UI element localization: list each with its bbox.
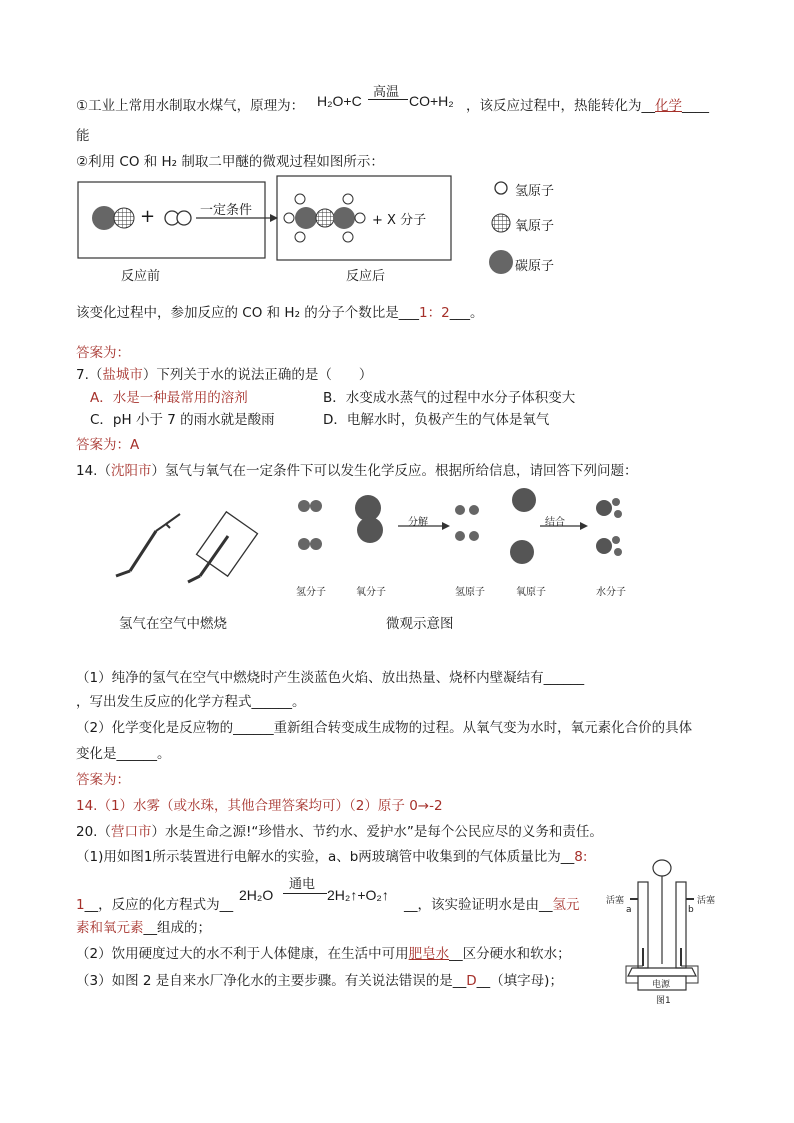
legend-hydrogen-label: 氢原子 — [515, 184, 555, 199]
q20-p1-prefix: （1)用如图1所示装置进行电解水的实验，a、b两玻璃管中收集到的气体质量比为__ — [76, 849, 575, 865]
carbon-atom — [333, 207, 355, 229]
ratio-answer: 1：2 — [419, 305, 450, 321]
hydrogen-atoms — [455, 505, 479, 541]
legend-carbon-label: 碳原子 — [515, 259, 555, 274]
answer-label-prev: 答案为： — [76, 345, 130, 361]
arrow1-label: 分解 — [408, 517, 428, 528]
label-water-molecule: 水分子 — [596, 587, 626, 598]
eq1-condition: 高温 — [373, 85, 400, 100]
hydrogen-molecule — [298, 538, 322, 550]
eq1-left: H₂O+C — [317, 93, 362, 109]
q20-p1-mid: __，反应的化方程式为__ — [84, 897, 234, 913]
tube-b-label: b — [688, 905, 694, 915]
legend-hydrogen — [495, 182, 507, 194]
q7-option-d: D．电解水时，负极产生的气体是氧气 — [323, 412, 550, 428]
q7-answer — [76, 433, 139, 453]
q20-p2-answer: 肥皂水 — [408, 946, 450, 962]
q20-p1-answer-d: 素和氧元素 — [76, 920, 144, 936]
legend-oxygen — [492, 214, 510, 232]
ratio-suffix: ___。 — [449, 305, 484, 321]
tube-base-2 — [188, 576, 200, 582]
arrow-label: 一定条件 — [200, 203, 253, 218]
flame — [166, 514, 180, 524]
q7-answer-value: A — [130, 437, 140, 453]
q20-p1-line2-start — [76, 893, 233, 913]
q20-p3 — [76, 969, 563, 989]
ratio-prefix: 该变化过程中，参加反应的 CO 和 H₂ 的分子个数比是___ — [76, 305, 420, 321]
q14-stem — [76, 459, 637, 479]
oxygen-atom — [316, 209, 334, 227]
q20-p1-answer-c: 氢元 — [552, 897, 580, 913]
eq1-right: CO+H₂ — [409, 93, 454, 109]
q14-answer-label: 答案为： — [76, 772, 130, 788]
water-molecule — [596, 498, 622, 518]
water-molecule — [596, 536, 622, 556]
q20-stem-text: ）水是生命之源!“珍惜水、节约水、爱护水”是每个公民应尽的义务和责任。 — [151, 824, 603, 840]
q20-p1-answer-b: 1 — [76, 897, 85, 913]
gas-tube-2 — [200, 536, 228, 576]
q20-city: 营口市 — [110, 824, 152, 840]
after-label: 反应后 — [346, 269, 386, 284]
eq2-left: 2H₂O — [239, 887, 274, 903]
q20-p1-answer-a: 8: — [574, 849, 588, 865]
q20-p2 — [76, 942, 571, 962]
eq2-condition: 通电 — [289, 877, 316, 892]
oxygen-atom — [510, 540, 534, 564]
q14-city: 沈阳市 — [110, 463, 152, 479]
fig-caption-left: 氢气在空气中燃烧 — [119, 616, 227, 632]
q20-stem — [76, 820, 603, 840]
item2-text: ②利用 CO 和 H₂ 制取二甲醚的微观过程如图所示： — [76, 154, 384, 170]
oxygen-atom — [512, 488, 536, 512]
item1-answer: 化学 — [655, 98, 682, 114]
legend-oxygen-label: 氧原子 — [515, 219, 555, 234]
hydrogen-atom — [295, 194, 305, 204]
item1-prefix: ①工业上常用水制取水煤气，原理为： — [76, 98, 305, 114]
q20-p3-prefix: （3）如图 2 是自来水厂净化水的主要步骤。有关说法错误的是__ — [76, 973, 467, 989]
figure1-caption: 图1 — [656, 996, 671, 1006]
q20-p1-suffix: __，该实验证明水是由__ — [404, 897, 553, 913]
combine-arrow-head — [580, 522, 588, 530]
q14-number: 14.（ — [76, 463, 111, 479]
valve-left-label: 活塞 — [606, 896, 625, 906]
oxygen-molecule — [355, 495, 383, 543]
hydrogen-atom — [343, 232, 353, 242]
arrow2-label: 结合 — [545, 517, 565, 528]
hydrogen-burning-figure — [108, 496, 278, 596]
tube-base — [116, 571, 130, 576]
hydrogen-atom — [343, 194, 353, 204]
q14-p1-line2: ，写出发生反应的化学方程式______。 — [76, 694, 306, 710]
q7-stem — [76, 363, 372, 383]
q20-p3-answer: D — [466, 973, 477, 989]
hydrogen-atom — [177, 211, 191, 225]
q20-p2-suffix: __区分硬水和软水； — [449, 946, 571, 962]
micro-diagram — [290, 486, 640, 586]
hydrogen-atom — [355, 213, 365, 223]
q7-option-b: B．水变成水蒸气的过程中水分子体积变大 — [323, 390, 576, 406]
q20-p1-line2-end — [404, 893, 580, 913]
q7-stem-text: ）下列关于水的说法正确的是（ ） — [142, 367, 373, 383]
q7-option-c: C．pH 小于 7 的雨水就是酸雨 — [90, 412, 275, 428]
q20-p3-suffix: __（填字母)； — [476, 973, 563, 989]
item1-suffix-text: ，该反应过程中，热能转化为__ — [466, 98, 655, 114]
q14-stem-text: ）氢气与氧气在一定条件下可以发生化学反应。根据所给信息，请回答下列问题： — [151, 463, 638, 479]
hydrogen-atom — [295, 232, 305, 242]
tube-a-label: a — [626, 905, 632, 915]
eq2-right: 2H₂↑+O₂↑ — [327, 887, 389, 903]
q20-p1-line3-suffix: __组成的； — [143, 920, 211, 936]
carbon-atom — [295, 207, 317, 229]
item1-tail: ____ — [682, 98, 709, 114]
x-molecule: + X 分子 — [372, 213, 427, 228]
q20-number: 20.（ — [76, 824, 111, 840]
q20-p2-prefix: （2）饮用硬度过大的水不利于人体健康，在生活中可用 — [76, 946, 409, 962]
gas-tube — [130, 531, 156, 571]
q14-p2-line2: 变化是______。 — [76, 746, 171, 762]
item1-suffix — [466, 94, 709, 114]
reservoir-bulb — [653, 860, 671, 876]
eq1-arrow-line — [368, 99, 408, 100]
label-oxygen-molecule: 氧分子 — [356, 587, 386, 598]
q7-answer-label: 答案为： — [76, 437, 130, 453]
q20-p1-line1 — [76, 845, 587, 865]
q7-option-a: A．水是一种最常用的溶剂 — [90, 390, 248, 406]
legend-carbon — [489, 250, 513, 274]
q14-p1-line1: （1）纯净的氢气在空气中燃烧时产生淡蓝色火焰、放出热量、烧杯内壁凝结有______ — [76, 670, 585, 686]
ratio-line — [76, 301, 483, 321]
q7-number: 7.（ — [76, 367, 103, 383]
base — [628, 968, 696, 976]
q14-answer: 14.（1）水雾（或水珠，其他合理答案均可）（2）原子 0→-2 — [76, 798, 443, 814]
eq2-arrow-line — [283, 893, 327, 894]
carbon-atom — [92, 206, 116, 230]
decompose-arrow-head — [442, 522, 450, 530]
before-label: 反应前 — [121, 269, 161, 284]
oxygen-atom — [114, 208, 134, 228]
power-label: 电源 — [652, 980, 671, 990]
fig-caption-right: 微观示意图 — [386, 616, 454, 632]
valve-right-label: 活塞 — [697, 896, 716, 906]
plus-sign: + — [140, 206, 156, 227]
gas-tube-bend — [156, 524, 170, 531]
label-hydrogen-atom: 氢原子 — [455, 587, 485, 598]
hydrogen-atom — [284, 213, 294, 223]
item1-line2: 能 — [76, 128, 90, 144]
q20-p1-line3 — [76, 916, 211, 936]
label-hydrogen-molecule: 氢分子 — [296, 587, 326, 598]
label-oxygen-atom: 氧原子 — [516, 587, 546, 598]
q14-p2-line1: （2）化学变化是反应物的______重新组合转变成生成物的过程。从氧气变为水时，氧元素化合价的具体 — [76, 720, 693, 736]
q7-city: 盐城市 — [102, 367, 143, 383]
hydrogen-molecule — [298, 500, 322, 512]
